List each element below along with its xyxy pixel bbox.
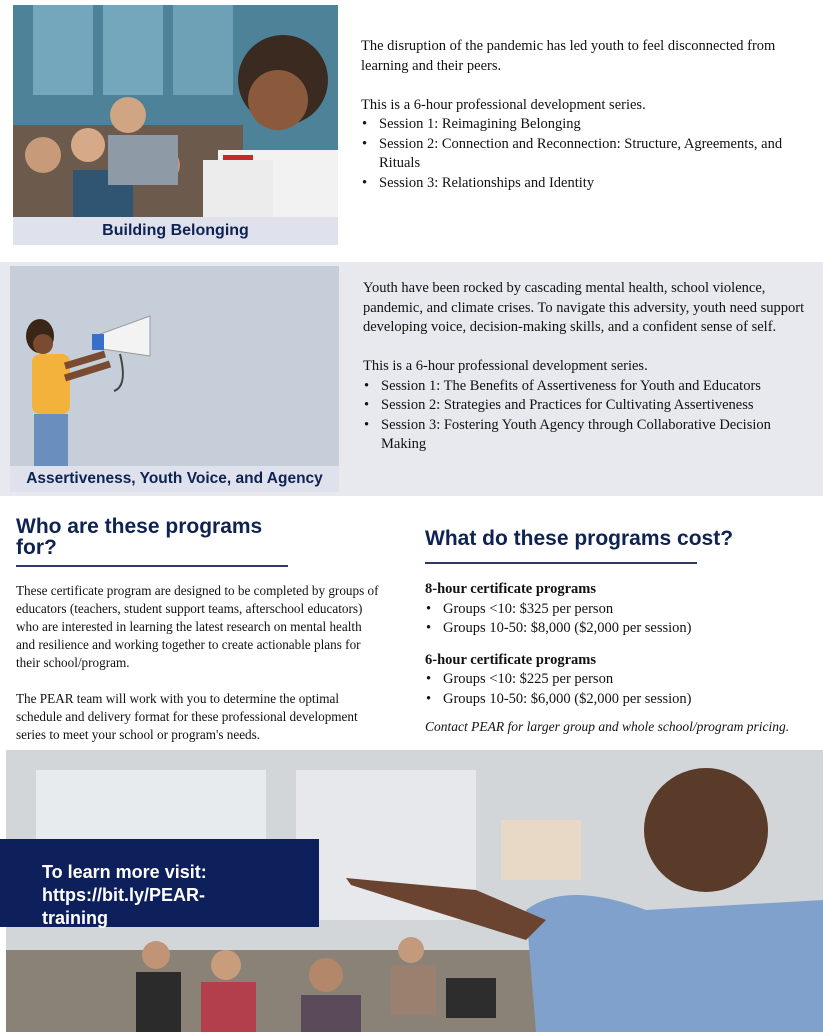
intro-text: Youth have been rocked by cascading mental health, school violence, pandemic, and climate crises. To navigate this adversity, youth need support developing voice, decision-making skills, and a confident sense of self. <box>363 280 805 335</box>
session-list <box>361 115 806 193</box>
learn-more-banner <box>0 839 319 927</box>
cost-group-title: 6-hour certificate programs <box>425 651 596 668</box>
session-list <box>363 377 818 455</box>
list-item: • Session 1: Reimagining Belonging <box>361 115 806 135</box>
intro-text: The disruption of the pandemic has led youth to feel disconnected from learning and their peers. <box>361 38 776 74</box>
divider <box>16 565 288 567</box>
assertiveness-description <box>363 279 818 455</box>
building-belonging-photo <box>13 5 338 217</box>
list-item: • Groups <10: $225 per person <box>425 670 820 690</box>
who-paragraph-2: The PEAR team will work with you to determine the optimal schedule and delivery format for these professional development series to meet your school or program's needs. <box>16 691 358 742</box>
contact-note: Contact PEAR for larger group and whole school/program pricing. <box>425 719 790 734</box>
cta-link[interactable]: https://bit.ly/PEAR- <box>42 885 205 905</box>
list-item: • Session 2: Strategies and Practices for Cultivating Assertiveness <box>363 396 818 416</box>
series-text: This is a 6-hour professional development series. <box>361 96 646 113</box>
list-item: • Session 3: Fostering Youth Agency through Collaborative Decision Making <box>363 416 818 455</box>
list-item: • Groups <10: $325 per person <box>425 600 820 620</box>
list-item: • Session 3: Relationships and Identity <box>361 174 806 194</box>
cta-line-1: To learn more visit: <box>42 862 207 882</box>
divider <box>425 562 697 564</box>
cta-link-continued[interactable]: training <box>42 908 108 928</box>
list-item: • Session 2: Connection and Reconnection: Structure, Agreements, and Rituals <box>361 135 806 174</box>
cost-heading: What do these programs cost? <box>425 527 734 550</box>
series-text: This is a 6-hour professional development series. <box>363 358 648 374</box>
assertiveness-caption: Assertiveness, Youth Voice, and Agency <box>10 466 339 492</box>
who-heading: Who are these programs for? <box>16 515 263 559</box>
cost-group-title: 8-hour certificate programs <box>425 581 596 597</box>
who-description <box>16 582 381 762</box>
cost-list <box>425 670 820 709</box>
megaphone-photo <box>10 266 339 466</box>
list-item: • Groups 10-50: $6,000 ($2,000 per session) <box>425 690 820 710</box>
who-paragraph-1: These certificate program are designed to be completed by groups of educators (teachers, student support teams, afterschool educators) who are interested in learning the latest research on mental health and resilience and working together to create actionable plans for their school/program. <box>16 583 379 670</box>
list-item: • Groups 10-50: $8,000 ($2,000 per session) <box>425 619 820 639</box>
cost-details <box>425 580 820 737</box>
building-belonging-caption: Building Belonging <box>13 217 338 245</box>
building-belonging-description <box>361 37 806 193</box>
cost-list <box>425 600 820 639</box>
list-item: • Session 1: The Benefits of Assertiveness for Youth and Educators <box>363 377 818 397</box>
